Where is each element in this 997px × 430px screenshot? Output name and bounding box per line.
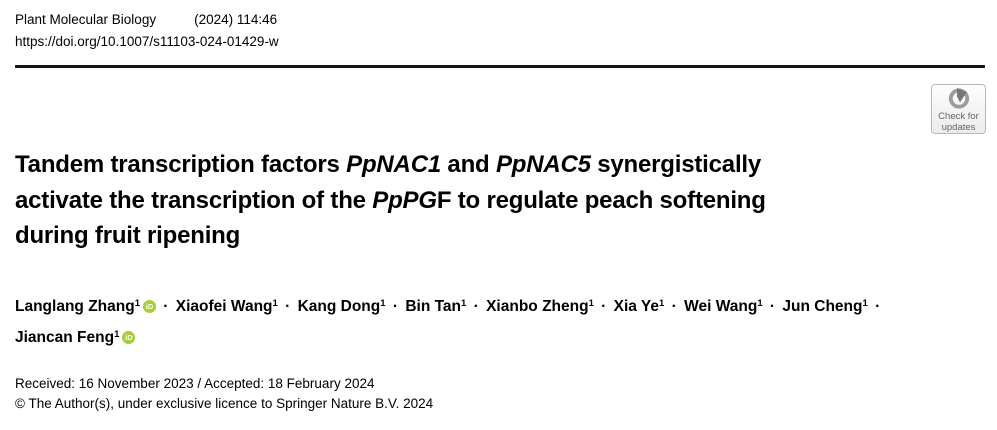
affiliation-superscript: 1 (588, 298, 594, 309)
badge-label-line1: Check for (938, 111, 979, 122)
author-name: Kang Dong$^1$ (297, 298, 386, 315)
affiliation-superscript: 1 (659, 298, 665, 309)
author-separator: · (870, 298, 881, 315)
affiliation-superscript: 1 (272, 298, 278, 309)
orcid-id-icon[interactable]: iD (122, 331, 135, 344)
affiliation-superscript: 1 (134, 298, 140, 309)
author-separator: · (596, 298, 611, 315)
header-divider (15, 65, 985, 68)
author-name: Langlang Zhang$^1$ (15, 298, 140, 315)
affiliation-superscript: 1 (757, 298, 763, 309)
author-name: Wei Wang$^1$ (684, 298, 763, 315)
author-separator: · (388, 298, 403, 315)
author-name: Bin Tan$^1$ (405, 298, 467, 315)
author-name: Xiaofei Wang$^1$ (175, 298, 278, 315)
copyright-line: © The Author(s), under exclusive licence to Springer Nature B.V. 2024 (15, 396, 434, 411)
journal-name: Plant Molecular Biology (15, 12, 157, 27)
doi-link[interactable]: https://doi.org/10.1007/s11103-024-01429-w (15, 34, 279, 49)
author-name: Jiancan Feng$^1$ (15, 329, 120, 346)
journal-citation: (2024) 114:46 (194, 12, 278, 27)
article-title (15, 147, 950, 254)
affiliation-superscript: 1 (380, 298, 386, 309)
author-name: Xia Ye$^1$ (613, 298, 665, 315)
affiliation-superscript: 1 (461, 298, 467, 309)
author-separator: · (765, 298, 780, 315)
title-text: and (440, 151, 496, 178)
title-text: synergistically (590, 151, 762, 178)
affiliation-superscript: 1 (114, 329, 120, 340)
received-accepted-line: Received: 16 November 2023 / Accepted: 18 February 2024 (15, 376, 375, 391)
author-separator: · (469, 298, 484, 315)
author-name: Jun Cheng$^1$ (782, 298, 868, 315)
author-separator: · (667, 298, 682, 315)
title-text: during fruit ripening (15, 222, 241, 249)
orcid-id-icon[interactable]: iD (143, 300, 156, 313)
author-name: Xianbo Zheng$^1$ (486, 298, 594, 315)
badge-label-line2: updates (941, 121, 976, 133)
crossmark-icon (946, 87, 972, 112)
journal-line (15, 12, 277, 27)
gene-name: PpNAC5 (495, 151, 591, 178)
author-list (15, 290, 970, 352)
affiliation-superscript: 1 (862, 298, 868, 309)
author-separator: · (158, 298, 173, 315)
author-separator: · (280, 298, 295, 315)
gene-name: PpNAC1 (346, 151, 441, 178)
gene-name: PpPG (372, 186, 437, 214)
check-for-updates-button[interactable] (931, 84, 986, 134)
title-text: F to regulate peach softening (436, 186, 766, 214)
title-text: activate the transcription of the (15, 186, 373, 214)
title-text: Tandem transcription factors (15, 151, 347, 178)
